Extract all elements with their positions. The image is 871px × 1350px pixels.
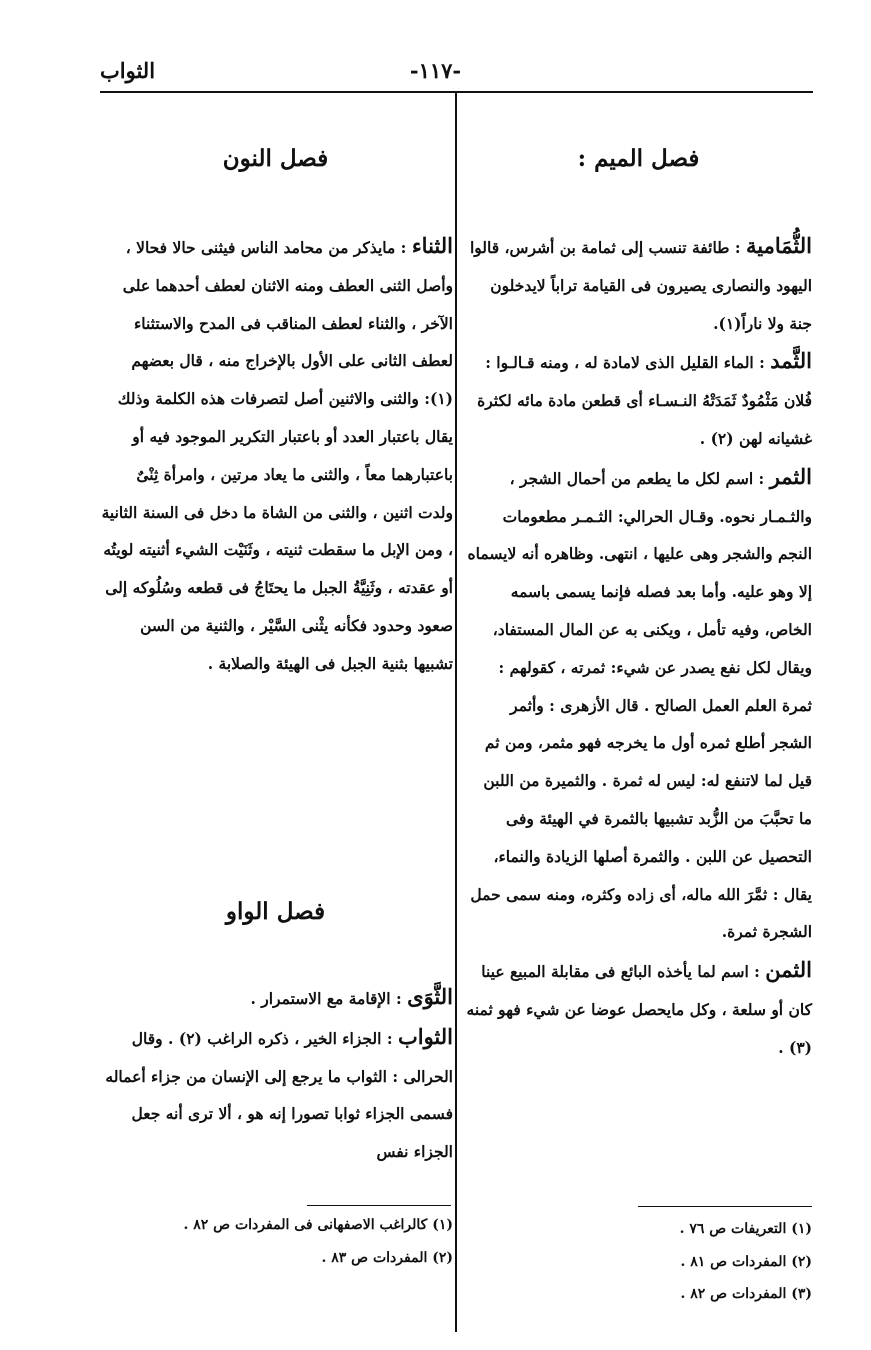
entry-term: الثمن [765,957,812,983]
section-title-meem: فصل الميم : [577,145,700,172]
left-footnotes [98,1209,453,1274]
section-title-waw: فصل الواو [225,898,326,925]
left-entries [98,227,453,683]
column-divider [455,92,457,1332]
footnote: (١) التعريفات ص ٧٦ . [679,1221,812,1237]
entry-term: الثَّوَى [407,984,453,1009]
section-title-noon: فصل النون [222,145,329,172]
entry-text: : اسم لكل ما يطعم من أحمال الشجر ، والثـمـار نحوه. وقـال الحرالي: الثـمـر مطعومات النجم والشجر وهى عليها ، انتهى. وظاهره أنه لايسماه إلا وهو عليه. وأما بعد فصله فإنما يسمى باسمه الخاص، وفيه تأمل ، ويكنى به عن المال المستفاد، ويقال لكل نفع يصدر عن شيء: ثمرته ، كقولهم : ثمرة العلم العمل الصالح . قال الأزهرى : وأثمر الشجر أطلع ثمره أول ما يخرجه فهو مثمر، ومن ثم قيل لما لاتنفع له: ليس له ثمرة . والثميرة من اللبن ما تحبَّبَ من الزُّبد تشبيها بالثمرة في الهيئة وفى التحصيل عن اللبن . والثمرة أصلها الزيادة والنماء، يقال : ثمَّرَ الله ماله، أى زاده وكثره، ومنه سمى حمل الشجرة ثمرة. [467,468,812,942]
entry-term: الثناء [411,233,453,258]
footnote: (٣) المفردات ص ٨٢ . [680,1286,812,1302]
entry-term: الثُّمَامية [746,233,812,258]
entry [465,227,812,342]
left-column [98,135,453,1345]
footnote: (٢) المفردات ص ٨٣ . [321,1249,453,1266]
entry [465,458,812,951]
entry-text: : مايذكر من محامد الناس فيثنى حالا فحالا ، وأصل الثنى العطف ومنه الاثنان لعطف أحدهما على الآخر ، والثناء لعطف المناقب فى المدح والاستثناء لعطف الثانى على الأول بالإخراج منه ، قال بعضهم (١): والثنى والاثنين أصل لتصرفات هذه الكلمة وذلك يقال باعتبار العدد أو باعتبار التكرير الموجود فيه أو باعتبارهما معاً ، والثنى ما يعاد مرتين ، وامرأة ثِنْىٌ ولدت اثنين ، والثنى من الشاة ما دخل فى السنة الثانية ، ومن الإبل ما سقطت ثنيته ، وثَنَيْت الشيء أثنيته لويتُه أو عقدته ، وثَنِيَّةُ الجبل ما يحتَاجُ فى قطعه وسُلُوكه إلى صعود وحدود فكأنه يثْنى السَّيْر ، والثنية من السن تشبيها بثنية الجبل فى الهيئة والصلابة . [101,238,453,673]
entry [98,227,453,683]
right-entries [465,227,812,1067]
entry [98,978,453,1018]
right-column [465,135,812,1345]
entry-term: الثمر [769,463,812,489]
running-title: الثواب [100,58,156,83]
entry-term: الثَّمد [770,348,812,374]
entry-text: : الإقامة مع الاستمرار . [250,989,408,1008]
left-entries-2 [98,978,453,1171]
entry [465,342,812,457]
entry-text: : الجزاء الخير ، ذكره الراغب (٢) . وقال الحرالى : الثواب ما يرجع إلى الإنسان من جزاء أعماله فسمى الجزاء ثوابا تصورا إنه هو ، ألا ترى أنه جعل الجزاء نفس [105,1028,453,1162]
footnote: (١) كالراغب الاصفهانى فى المفردات ص ٨٢ . [183,1217,453,1233]
entry-text: : طائفة تنسب إلى ثمامة بن أشرس، قالوا اليهود والنصارى يصيرون فى القيامة تراباً لايدخلون جنة ولا ناراً(١). [469,238,812,333]
entry-text: : اسم لما يأخذه البائع فى مقابلة المبيع عينا كان أو سلعة ، وكل مايحصل عوضا عن شيء فهو ثمنه (٣) . [466,962,812,1057]
entry [98,1018,453,1171]
entry [465,951,812,1066]
footnote-rule [638,1206,812,1207]
entry-text: : الماء القليل الذى لامادة له ، ومنه قـالـوا : فُلان مَثْمُودٌ ثَمَدَتْهُ النـسـاء أى قطعن مادة مائه لكثرة غشيانه لهن (٢) . [477,353,812,448]
right-footnotes [465,1213,812,1311]
page-number: -١١٧- [409,58,462,83]
footnote: (٢) المفردات ص ٨١ . [680,1253,812,1270]
footnote-rule [307,1205,451,1206]
entry-term: الثواب [397,1023,453,1049]
